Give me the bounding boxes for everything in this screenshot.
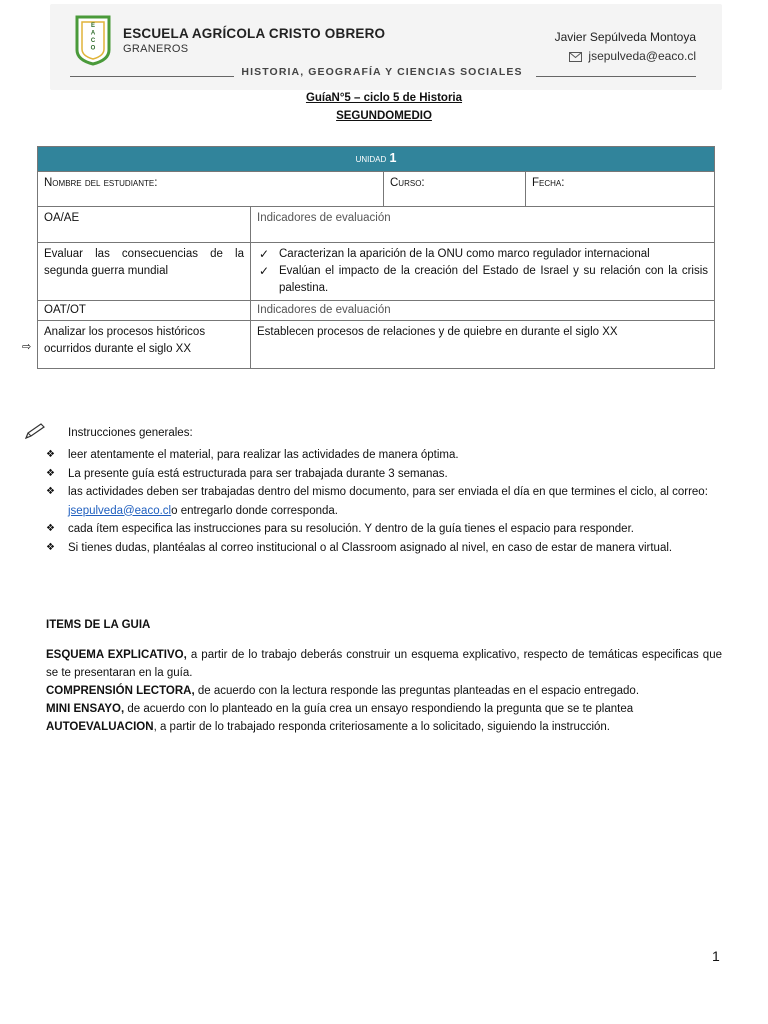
- oa-indicators: [251, 243, 715, 301]
- unit-label: unidad: [355, 153, 387, 165]
- unit-header: [38, 147, 715, 172]
- guide-level: SEGUNDOMEDIO: [336, 110, 432, 122]
- pencil-icon: [24, 422, 46, 440]
- page-number: 1: [712, 948, 720, 964]
- school-town: GRANEROS: [123, 43, 189, 55]
- oa-indicator: ✓ Evalúan el impacto de la creación del Estado de Israel y su relación con la crisis palestina.: [279, 263, 708, 297]
- instructions-list: [46, 446, 726, 557]
- oat-row: [38, 321, 715, 369]
- objectives-table: [37, 146, 715, 369]
- oat-indicator: Establecen procesos de relaciones y de quiebre en durante el siglo XX: [251, 321, 715, 369]
- comprension-item: [46, 682, 722, 700]
- date-field[interactable]: Fecha:: [526, 172, 715, 207]
- header-rule-left: [70, 76, 234, 77]
- instruction-text: las actividades deben ser trabajadas dentro del mismo documento, para ser enviada el día en que termines el ciclo, al correo:: [68, 486, 708, 498]
- school-logo: [74, 14, 112, 66]
- oat-header: OAT/OT: [38, 301, 251, 321]
- comprension-text: de acuerdo con la lectura responde las preguntas planteadas en el espacio entregado.: [194, 685, 640, 697]
- svg-text:EACO: E A C O: [90, 23, 96, 52]
- oa-row: [38, 243, 715, 301]
- instruction-item: ❖ La presente guía está estructurada para ser trabajada durante 3 semanas.: [46, 465, 726, 484]
- autoevaluacion-text: , a partir de lo trabajado responda criteriosamente a lo solicitado, siguiendo la instrucción.: [153, 721, 610, 733]
- oat-text: Analizar los procesos históricos ocurridos durante el siglo XX: [38, 321, 251, 369]
- oa-header: OA/AE: [38, 207, 251, 243]
- guide-title: GuíaN°5 – ciclo 5 de Historia: [305, 92, 463, 104]
- student-name-field[interactable]: Nombre del estudiante:: [38, 172, 384, 207]
- email-link[interactable]: jsepulveda@eaco.cl: [68, 504, 172, 517]
- comprension-label: COMPRENSIÓN LECTORA,: [46, 685, 195, 697]
- indicators-header: Indicadores de evaluación: [251, 207, 715, 243]
- unit-number: 1: [389, 151, 397, 165]
- student-row: [38, 172, 715, 207]
- instruction-item: [46, 483, 726, 520]
- oat-header-row: [38, 301, 715, 321]
- esquema-label: ESQUEMA EXPLICATIVO,: [46, 649, 187, 661]
- school-name: ESCUELA AGRÍCOLA CRISTO OBRERO: [123, 26, 386, 41]
- esquema-text: a partir de lo trabajo deberás construir un esquema explicativo, respecto de temáticas especificas que se te presentaran en la guía.: [46, 649, 722, 679]
- row-arrow-icon: ⇨: [22, 341, 32, 353]
- course-field[interactable]: Curso:: [384, 172, 526, 207]
- ensayo-label: MINI ENSAYO,: [46, 703, 125, 715]
- mail-icon: [569, 52, 582, 62]
- esquema-item: [46, 646, 722, 682]
- oa-indicator: ✓ Caracterizan la aparición de la ONU como marco regulador internacional: [279, 246, 708, 263]
- oa-header-row: [38, 207, 715, 243]
- autoevaluacion-item: [46, 718, 722, 736]
- teacher-name: Javier Sepúlveda Montoya: [554, 30, 696, 44]
- ensayo-item: [46, 700, 722, 718]
- header-rule-right: [536, 76, 696, 77]
- ensayo-text: de acuerdo con lo planteado en la guía crea un ensayo respondiendo la pregunta que se te plantea: [124, 703, 634, 715]
- items-title: ITEMS DE LA GUIA: [46, 619, 151, 631]
- oa-text: Evaluar las consecuencias de la segunda guerra mundial: [38, 243, 251, 301]
- autoevaluacion-label: AUTOEVALUACION: [46, 721, 154, 733]
- instruction-item: ❖ Si tienes dudas, plantéalas al correo institucional o al Classroom asignado al nivel, en caso de estar de manera virtual.: [46, 539, 726, 558]
- teacher-email-line: [520, 49, 696, 63]
- teacher-email[interactable]: jsepulveda@eaco.cl: [588, 49, 696, 63]
- oat-indicators-header: Indicadores de evaluación: [251, 301, 715, 321]
- instruction-item: ❖ cada ítem especifica las instrucciones para su resolución. Y dentro de la guía tienes el espacio para responder.: [46, 520, 726, 539]
- instruction-item: ❖ leer atentamente el material, para realizar las actividades de manera óptima.: [46, 446, 726, 465]
- subject-title: HISTORIA, GEOGRAFÍA Y CIENCIAS SOCIALES: [241, 66, 523, 78]
- instruction-text: o entregarlo donde corresponda.: [171, 504, 338, 517]
- unit-row: [38, 147, 715, 172]
- instructions-title: Instrucciones generales:: [68, 427, 193, 439]
